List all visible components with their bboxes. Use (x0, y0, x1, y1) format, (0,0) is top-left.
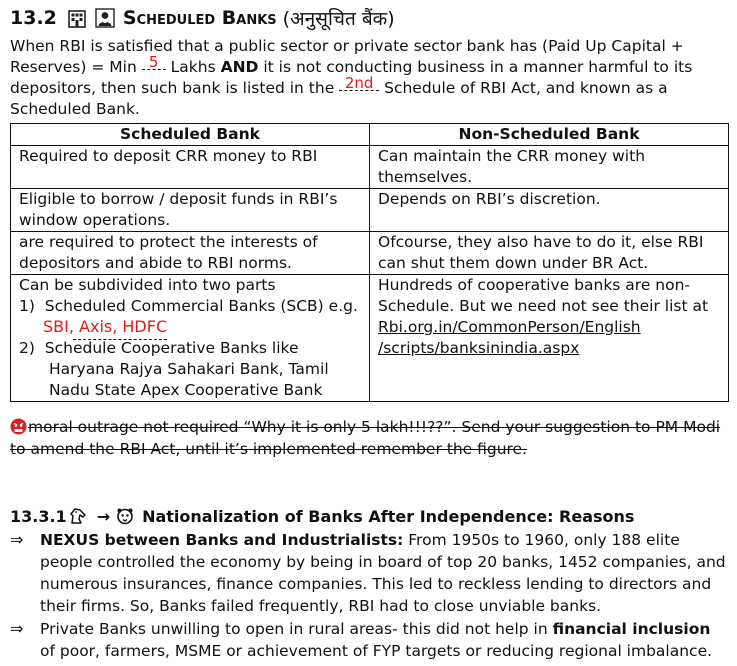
intro-text-3: it is not conducting business in a manner harmful to its depositors, then such bank is listed in the (10, 58, 693, 97)
intro-and: AND (220, 58, 259, 76)
bullet-bold: financial inclusion (552, 620, 711, 638)
struck-note-text: moral outrage not required “Why it is only 5 lakh!!!??”. Send your suggestion to PM Modi to amend the RBI Act, until it’s implemented remember the figure. (10, 418, 721, 458)
section-heading (10, 4, 395, 32)
subsection-number: 13.3.1 (10, 506, 67, 526)
bullet-text: From 1950s to 1960, only 188 elite people controlled the economy by being in board of top 20 banks, 1452 companies, and numerous insurances, finance companies. This led to reckless lending to directors and their firms. So, Banks failed frequently, RBI had to close unviable banks. (40, 531, 726, 615)
bank-comparison-table (10, 123, 729, 402)
list-item-text: Schedule Cooperative Banks like Haryana Rajya Sahakari Bank, Tamil Nadu State Apex Cooperative Bank (44, 339, 329, 399)
subdivision-intro: Can be subdivided into two parts (19, 276, 276, 294)
table-cell-subdivision (11, 275, 370, 402)
table-cell: Eligible to borrow / deposit funds in RBI’s window operations. (11, 189, 370, 232)
table-cell: Can maintain the CRR money with themselves. (370, 146, 729, 189)
table-row (11, 146, 729, 189)
table-cell: Ofcourse, they also have to do it, else RBI can shut them down under BR Act. (370, 232, 729, 275)
scb-examples: SBI, Axis, HDFC (43, 317, 168, 336)
rbi-bank-list-link[interactable]: Rbi.org.in/CommonPerson/English /scripts/banksinindia.aspx (378, 318, 641, 357)
bullet-arrow-icon: ⇒ (10, 619, 24, 638)
list-item (19, 296, 361, 338)
intro-text-1: When RBI is satisfied that a public sector or private sector bank has (Paid Up Capital + Reserves) = Min (10, 37, 684, 76)
bullet-text: Private Banks unwilling to open in rural areas- this did not help in (40, 620, 553, 638)
table-cell: Depends on RBI’s discretion. (370, 189, 729, 232)
intro-paragraph (10, 36, 730, 120)
subdivision-list (19, 296, 361, 401)
table-row (11, 189, 729, 232)
list-number: 2) (19, 339, 35, 357)
list-number: 1) (19, 297, 35, 315)
header-scheduled: Scheduled Bank (11, 124, 370, 146)
fill-blank-amount: 5 (142, 55, 166, 70)
arrow: → (96, 506, 111, 526)
table-header-row (11, 124, 729, 146)
intro-text-2: Lakhs (165, 58, 221, 76)
banker-person-icon (95, 8, 115, 28)
section-title-hindi: (अनुसूचित बैंक) (282, 8, 395, 30)
bullet-text: of poor, farmers, MSME or achievement of FYP targets or reducing regional imbalance. (40, 642, 713, 660)
table-row (11, 232, 729, 275)
section-number: 13.2 (10, 7, 57, 29)
horse-icon (69, 507, 87, 525)
table-cell-non-scheduled-list (370, 275, 729, 402)
list-item-text: Scheduled Commercial Banks (SCB) e.g. (44, 297, 358, 315)
bank-building-icon (67, 8, 87, 28)
tiger-icon (116, 507, 134, 525)
table-cell: Required to deposit CRR money to RBI (11, 146, 370, 189)
section-title: Scheduled Banks (122, 7, 277, 29)
bullet-nexus (10, 529, 730, 617)
subsection-heading (10, 505, 634, 527)
intro-text-4: Schedule of RBI Act, and known as a Scheduled Bank. (10, 79, 668, 118)
cooperative-note: Hundreds of cooperative banks are non-Schedule. But we need not see their list at (378, 276, 709, 315)
table-row (11, 275, 729, 402)
bullet-bold: NEXUS between Banks and Industrialists: (40, 531, 404, 549)
bullet-arrow-icon: ⇒ (10, 530, 24, 549)
subsection-title: Nationalization of Banks After Independence: Reasons (142, 506, 635, 526)
header-non-scheduled: Non-Scheduled Bank (370, 124, 729, 146)
bullet-rural (10, 618, 730, 662)
fill-blank-schedule: 2nd (339, 76, 379, 91)
table-cell: are required to protect the interests of depositors and abide to RBI norms. (11, 232, 370, 275)
struck-note (10, 416, 725, 460)
list-item (19, 338, 361, 401)
angry-face-icon (10, 418, 27, 435)
